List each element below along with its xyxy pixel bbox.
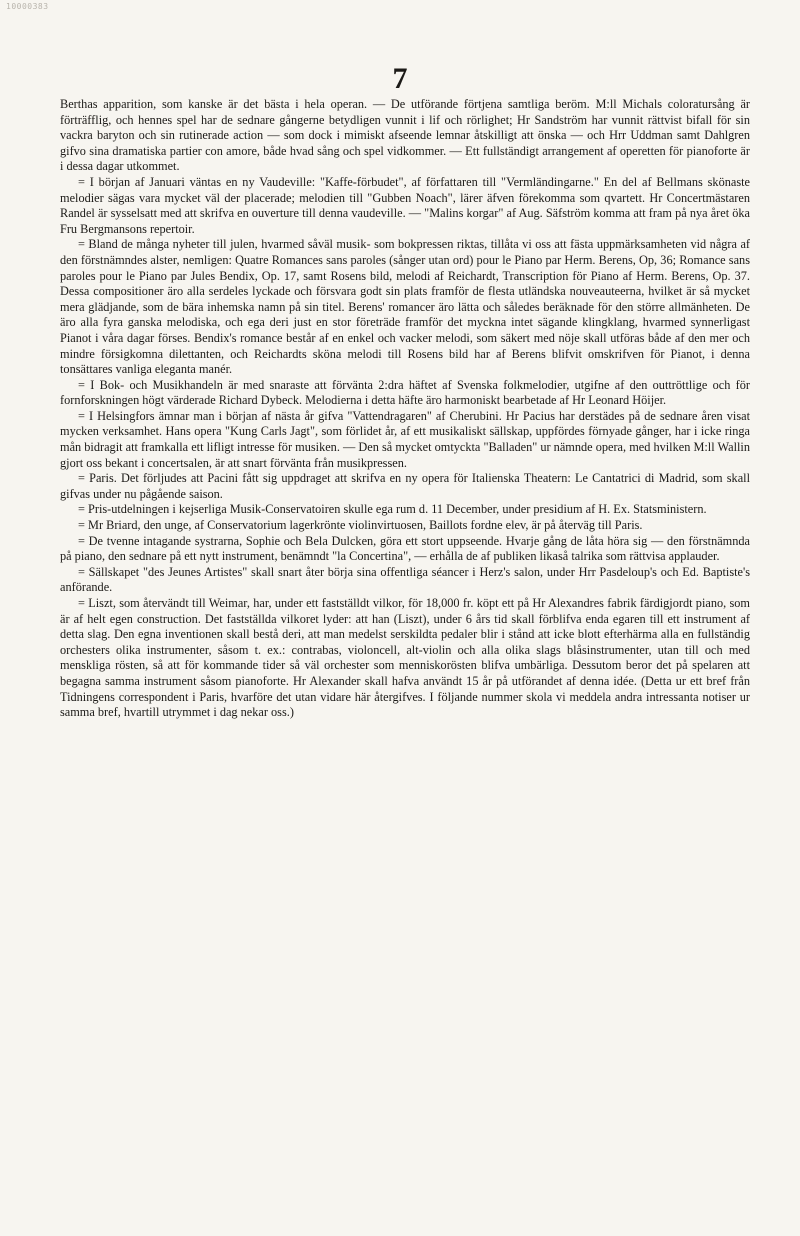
paragraph-christmas-publications: = Bland de många nyheter till julen, hvarmed såväl musik- som bokpressen riktas, tillåta vi oss att fästa uppmärksamheten vid några af den förstnämndes alster, nemligen: Quatre Romances sans paroles (sånger utan ord) pour le Piano par Herm. Berens, Op, 36; Romance sans paroles pour le Piano par Jules Bendix, Op. 17, samt Rosens bild, melodi af Reichardt, Transcription för Piano af Herm. Berens, Op. 37. Dessa compositioner äro alla serdeles lyckade och försvara godt sin plats framför de flesta utländska nouveauteerna, hvilket är så mycket mera glädjande, som de bära inhemska namn på sin titel. Berens' romancer äro lätta och således beräknade för den större allmänheten. De äro alla fyra ganska melodiska, och ega deri just en stor företräde framför det myckna intet sägande klingklang, hvarmed synnerligast Pianot i våra dagar förses. Bendix's romance består af en enkel och vacker melodi, som säkert med nöje skall utföras både af den mer och mindre försigkomna dilettanten, och Reichardts sköna melodi till Rosens bild har af Berens blifvit omskrifven för Pianot, i denna tonsättares vanliga eleganta manér.	[60, 237, 750, 377]
paragraph-paris-opera: = Paris. Det förljudes att Pacini fått sig uppdraget att skrifva en ny opera för Italienska Theatern: Le Cantatrici di Madrid, som skall gifvas under nu pågående saison.	[60, 471, 750, 501]
archive-id-mark: 10000383	[6, 2, 49, 11]
paragraph-liszt-piano: = Liszt, som återvändt till Weimar, har, under ett fastställdt vilkor, för 18,000 fr. köpt ett på Hr Alexandres fabrik färdigjordt piano, som är af helt egen construction. Det fastställda vilkoret lyder: att han (Liszt), under 6 års tid skall förblifva enda egaren till ett instrument af detta slag. Den egna inventionen skall bestå deri, att man medelst serskildta pedaler blir i stånd att icke blott efterhärma alla en fullständig orchesters olika instrumenter, såsom t. ex.: contrabas, violoncell, alt-violin och alla olika slags blåsinstrumenter, utan till och med menskliga rösten, så att för kommande tider så väl orchester som menniskorösten blifva umbärliga. Dessutom beror det på spelaren att begagna samma instrument såsom pianoforte. Hr Alexander skall hafva användt 15 år på utförandet af denna idée. (Detta ur ett bref från Tidningens correspondent i Paris, hvarföre det utan vidare här återgifves. I följande nummer skola vi meddela andra intressanta notiser ur samma bref, hvartill utrymmet i dag nekar oss.)	[60, 596, 750, 720]
paragraph-jeunes-artistes: = Sällskapet "des Jeunes Artistes" skall snart åter börja sina offentliga séancer i Herz's salon, under Hrr Pasdeloup's och Ed. Baptiste's anförande.	[60, 564, 750, 595]
paragraph-opera-review: Berthas apparition, som kanske är det bästa i hela operan. — De utförande förtjena samtliga beröm. M:ll Michals coloratursång är förträfflig, och hennes spel har de sednare gångerne betydligen vunnit i lif och rörlighet; Hr Sandström har vunnit rättvist bifall för sin vackra baryton och sin rutinerade action — som dock i mimiskt afseende lemnar åtskilligt att önska — och Hrr Uddman samt Dahlgren gifvo sina dramatiska partier con amore, både hvad sång och spel vidkommer. — Ett fullständigt arrangement af operetten för pianoforte är i dessa dagar utkommet.	[60, 97, 750, 174]
paragraph-folk-melodies: = I Bok- och Musikhandeln är med snaraste att förvänta 2:dra häftet af Svenska folkmelodier, utgifne af den outtröttlige och för fornforskningen högt värderade Richard Dybeck. Melodierna i detta häfte äro harmoniskt bearbetade af Hr Leonard Höijer.	[60, 377, 750, 408]
page-number: 7	[392, 62, 408, 95]
article-body	[60, 97, 750, 721]
paragraph-conservatoire-prizes: = Pris-utdelningen i kejserliga Musik-Conservatoiren skulle ega rum d. 11 December, under presidium af H. Ex. Statsministern.	[78, 502, 707, 517]
paragraph-dulcken-sisters: = De tvenne intagande systrarna, Sophie och Bela Dulcken, göra ett stort uppseende. Hvarje gång de låta höra sig — den förstnämnda på piano, den sednare på ett nytt instrument, benämndt "la Concertina", — erhålla de af publiken likaså talrika som rättvisa applauder.	[60, 533, 750, 564]
paragraph-briard: = Mr Briard, den unge, af Conservatorium lagerkrönte violinvirtuosen, Baillots fordne elev, är på återväg till Paris.	[78, 518, 643, 533]
paragraph-helsingfors: = I Helsingfors ämnar man i början af nästa år gifva "Vattendragaren" af Cherubini. Hr Pacius har derstädes på de sednare åren visat mycken verksamhet. Hans opera "Kung Carls Jagt", som förlidet år, af ett musikaliskt sällskap, uppfördes förnyade gånger, har i icke ringa mån bidragit att framkalla ett lifligt intresse för musiken. — Den så mycket omtyckta "Balladen" ur nämnde opera, med hvilken M:ll Wallin gjort oss bekant i concertsalen, är att snart förvänta från musikpressen.	[60, 408, 750, 470]
paragraph-vaudeville-news: = I början af Januari väntas en ny Vaudeville: "Kaffe-förbudet", af författaren till "Vermländingarne." En del af Bellmans skönaste melodier sägas vara mycket väl der placerade; melodien till "Gubben Noach", lärer äfven förekomma som qvartett. Hr Concertmästaren Randel är sysselsatt med att skrifva en ouverture till denna vaudeville. — "Malins korgar" af Aug. Säfström komma att fram på nya året öka Fru Bergmansons repertoir.	[60, 174, 750, 236]
